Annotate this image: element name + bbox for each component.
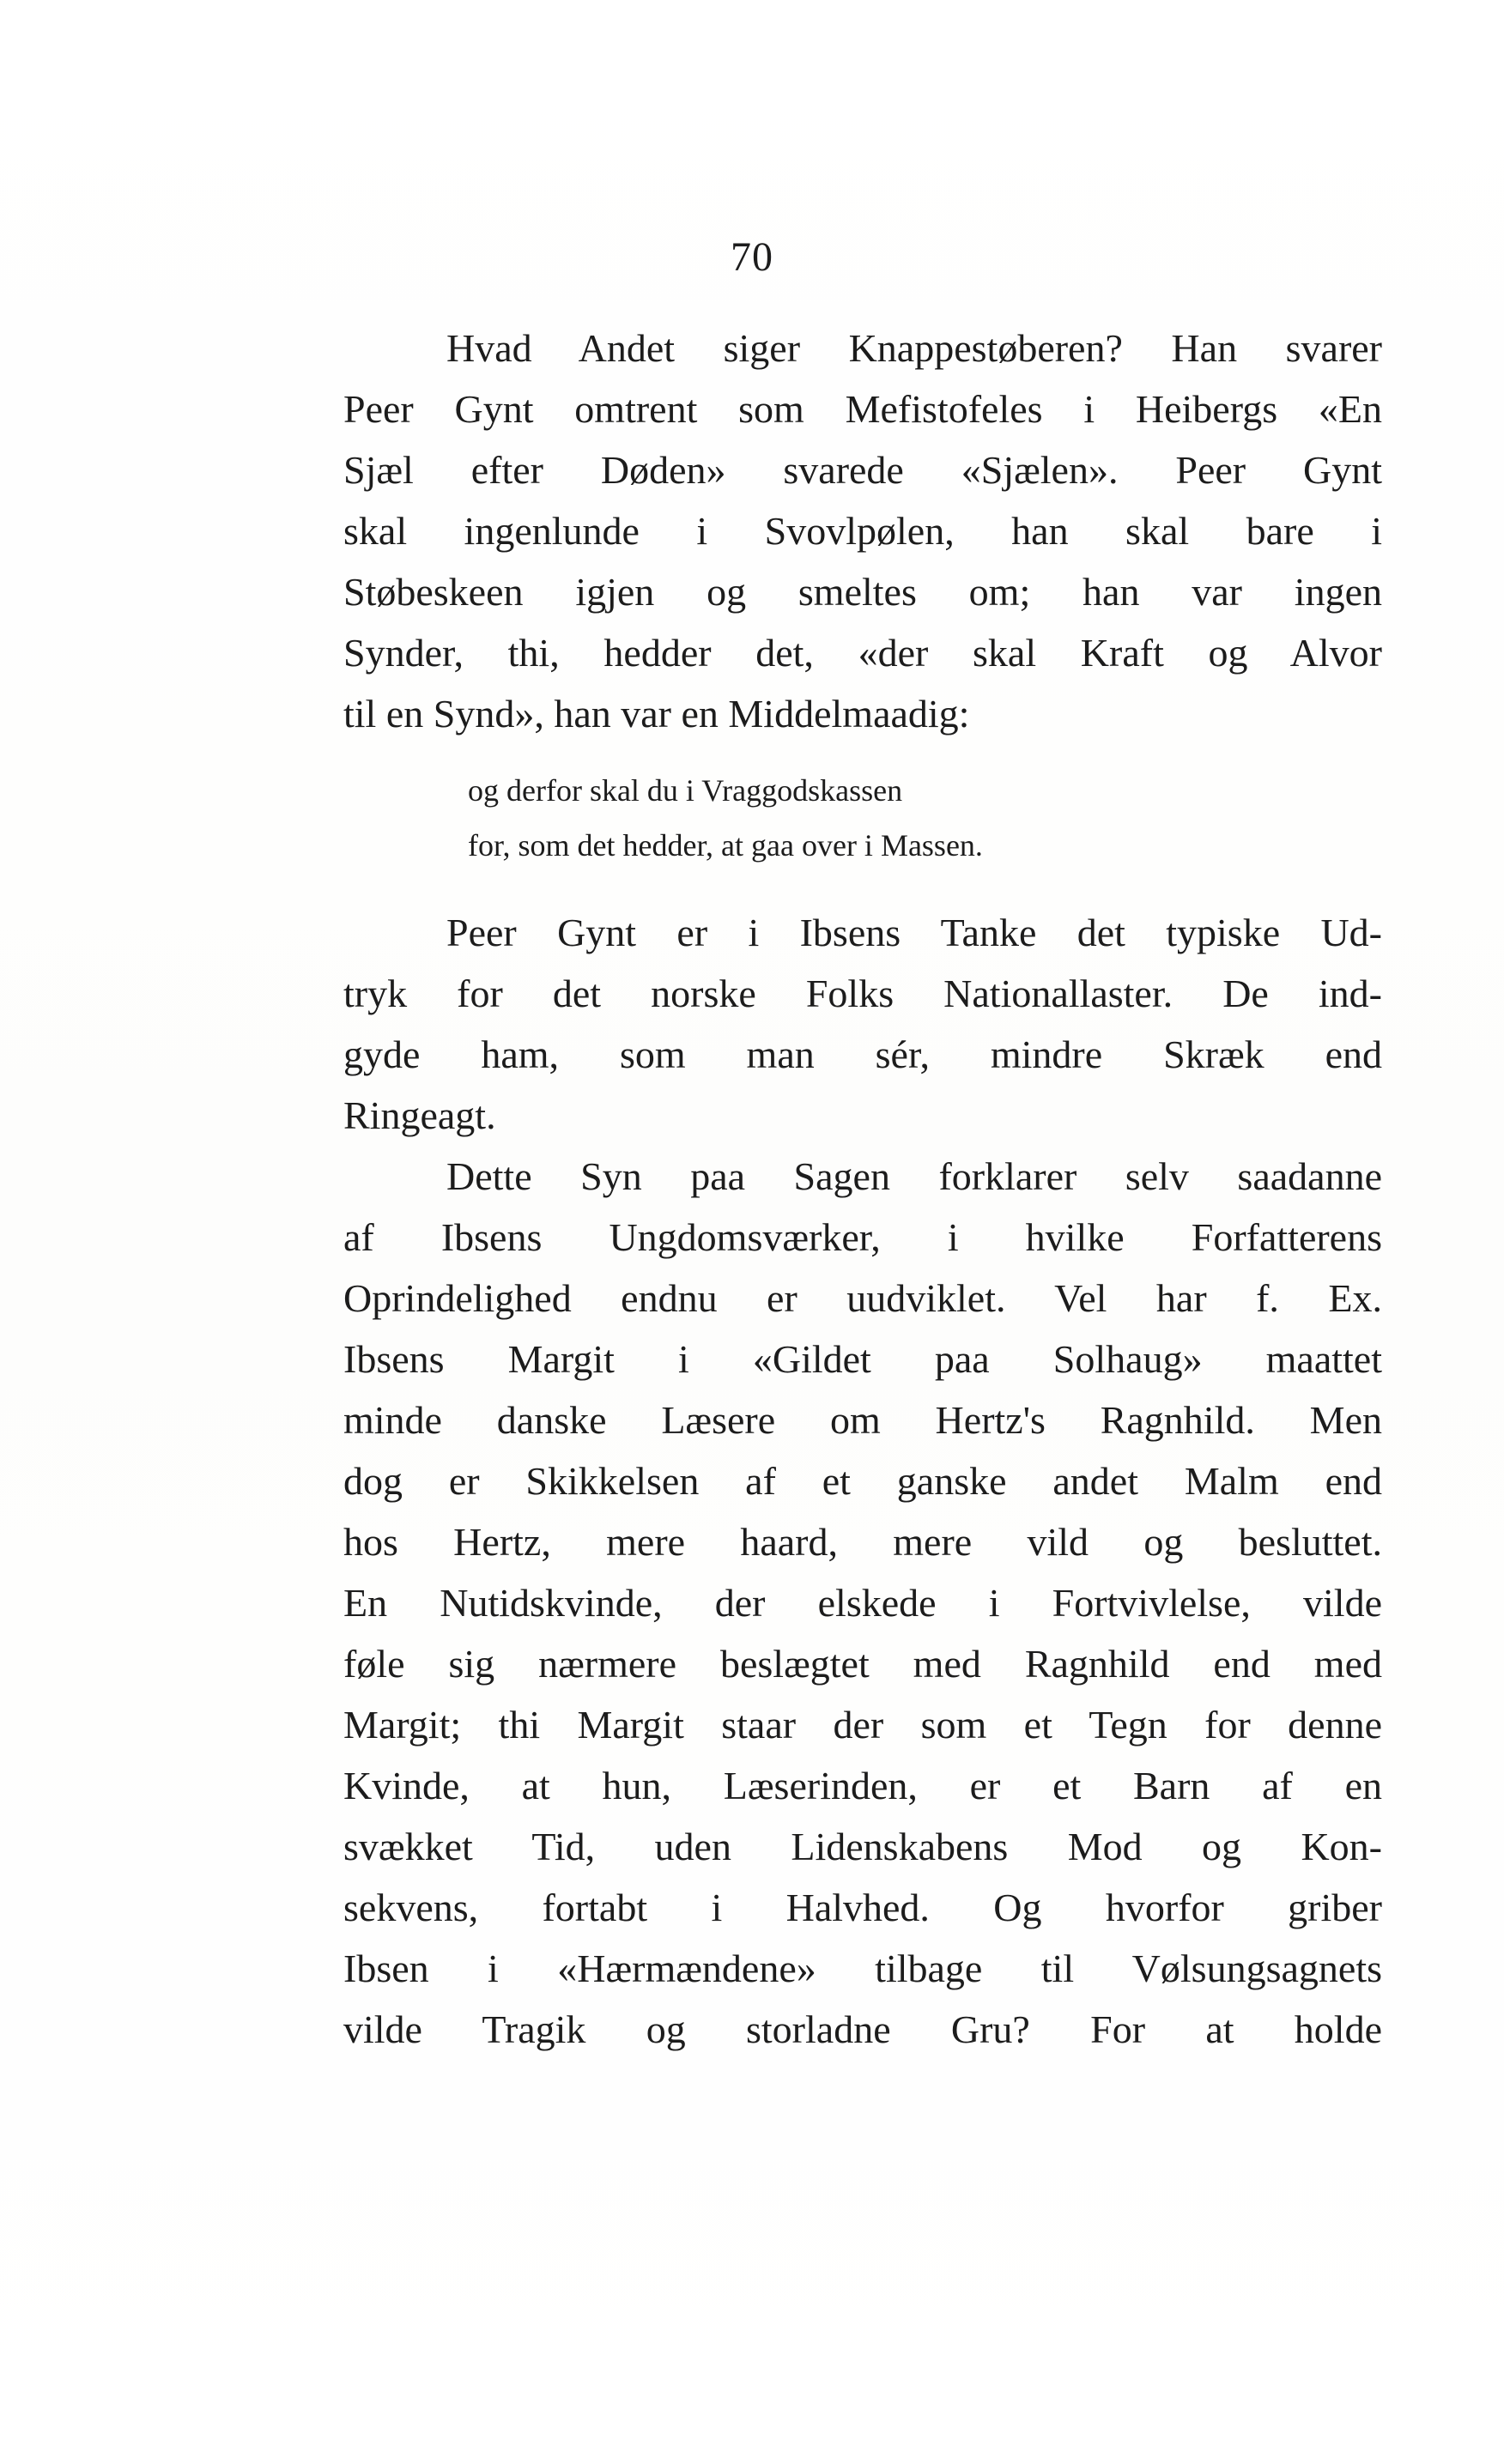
text-line: Hvad Andet siger Knappestøberen? Han svarer [446,326,1382,370]
paragraph-2 [343,902,1382,1146]
text-line: Peer Gynt er i Ibsens Tanke det typiske Ud- [446,911,1382,954]
text-line: Ringeagt. [343,1093,496,1137]
text-line: Oprindelighed endnu er uudviklet. Vel har f. Ex. [343,1276,1382,1320]
text-line: minde danske Læsere om Hertz's Ragnhild. Men [343,1398,1382,1442]
text-line: tryk for det norske Folks Nationallaster. De ind- [343,972,1382,1015]
paragraph-1 [343,318,1382,744]
body-text [343,318,1382,2060]
text-line: Margit; thi Margit staar der som et Tegn for denne [343,1703,1382,1747]
text-line: til en Synd», han var en Middelmaadig: [343,692,970,736]
text-line: Ibsen i «Hærmændene» tilbage til Vølsungsagnets [343,1946,1382,1990]
text-line: af Ibsens Ungdomsværker, i hvilke Forfatterens [343,1215,1382,1259]
text-line: Kvinde, at hun, Læserinden, er et Barn af en [343,1764,1382,1807]
text-line: føle sig nærmere beslægtet med Ragnhild end med [343,1642,1382,1686]
text-line: En Nutidskvinde, der elskede i Fortvivlelse, vilde [343,1581,1382,1625]
quote-line: for, som det hedder, at gaa over i Massen. [468,828,983,863]
text-line: Dette Syn paa Sagen forklarer selv saadanne [446,1154,1382,1198]
text-line: Støbeskeen igjen og smeltes om; han var ingen [343,570,1382,614]
text-line: gyde ham, som man sér, mindre Skræk end [343,1032,1382,1076]
text-line: dog er Skikkelsen af et ganske andet Malm end [343,1459,1382,1503]
text-line: sekvens, fortabt i Halvhed. Og hvorfor griber [343,1886,1382,1929]
verse-quote [343,763,1382,873]
quote-line: og derfor skal du i Vraggodskassen [468,773,903,808]
text-line: Ibsens Margit i «Gildet paa Solhaug» maattet [343,1337,1382,1381]
page-number: 70 [731,234,773,280]
text-line: Peer Gynt omtrent som Mefistofeles i Heibergs «En [343,387,1382,431]
text-line: vilde Tragik og storladne Gru? For at holde [343,2007,1382,2051]
paragraph-3 [343,1146,1382,2060]
text-line: Sjæl efter Døden» svarede «Sjælen». Peer Gynt [343,448,1382,492]
text-line: hos Hertz, mere haard, mere vild og besluttet. [343,1520,1382,1564]
text-line: svækket Tid, uden Lidenskabens Mod og Kon- [343,1825,1382,1868]
text-line: skal ingenlunde i Svovlpølen, han skal bare i [343,509,1382,553]
text-line: Synder, thi, hedder det, «der skal Kraft og Alvor [343,631,1382,675]
